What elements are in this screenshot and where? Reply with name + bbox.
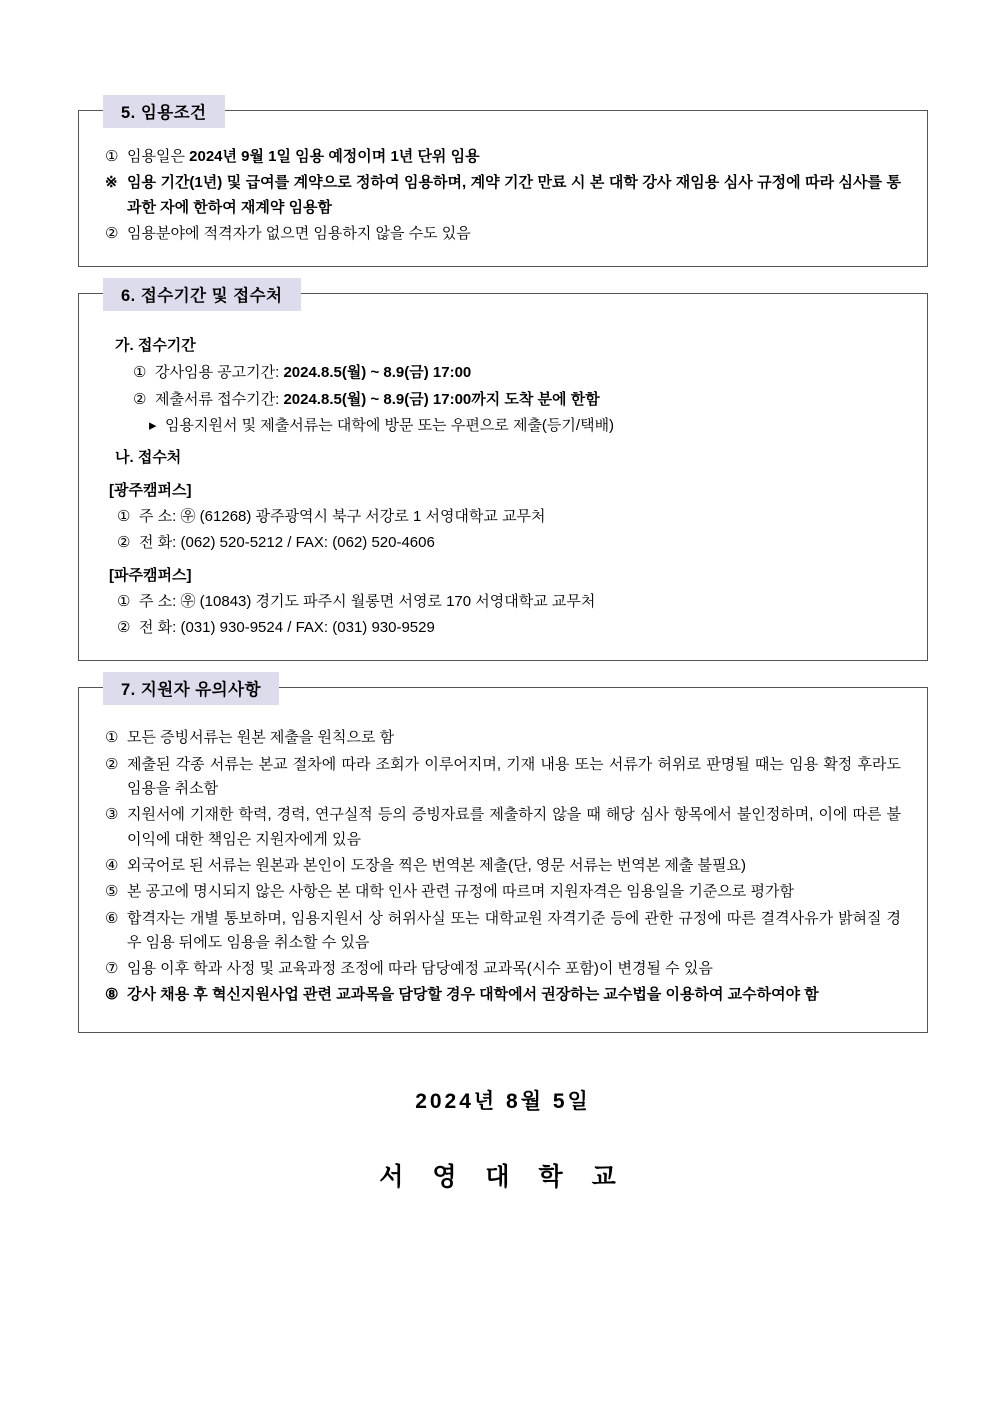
list-item-text: 모든 증빙서류는 원본 제출을 원칙으로 함 xyxy=(127,729,395,747)
list-item-text: 제출된 각종 서류는 본교 절차에 따라 조회가 이루어지며, 기재 내용 또는 서류가 허위로 판명될 때는 임용 확정 후라도 임용을 취소함 xyxy=(127,755,901,798)
list-item xyxy=(105,803,901,852)
list-item xyxy=(105,957,901,981)
campus-name-paju: [파주캠퍼스] xyxy=(109,566,192,584)
list-item xyxy=(105,531,901,555)
list-item-text: 임용 이후 학과 사정 및 교육과정 조정에 따라 담당예정 교과목(시수 포함)이 변경될 수 있음 xyxy=(127,960,713,978)
item-plain-text: 강사임용 공고기간: xyxy=(155,364,284,382)
document-footer xyxy=(78,1085,928,1193)
row-value: (031) 930-9524 / FAX: (031) 930-9529 xyxy=(180,619,435,637)
section-7-title: 7. 지원자 유의사항 xyxy=(103,672,279,705)
list-marker: ① xyxy=(105,729,119,747)
list-marker: ② xyxy=(117,619,131,637)
section-6-title: 6. 접수기간 및 접수처 xyxy=(103,278,301,311)
list-item-text: 지원서에 기재한 학력, 경력, 연구실적 등의 증빙자료를 제출하지 않을 때 해당 심사 항목에서 불인정하며, 이에 따른 불이익에 대한 책임은 지원자에게 있음 xyxy=(127,806,901,848)
item-plain-text: 임용일은 xyxy=(127,148,190,165)
list-marker: ① xyxy=(117,592,131,610)
list-marker: ① xyxy=(105,148,119,165)
list-item-text: 강사 채용 후 혁신지원사업 관련 교과목을 담당할 경우 대학에서 권장하는 교수법을 이용하여 교수하여야 함 xyxy=(127,986,819,1004)
list-item xyxy=(105,753,901,802)
list-item xyxy=(105,854,901,878)
list-item xyxy=(105,361,901,385)
list-item-text xyxy=(139,505,901,529)
list-marker: ② xyxy=(117,534,131,552)
list-item-text xyxy=(155,361,901,385)
list-marker: ③ xyxy=(105,806,119,824)
list-item-text: 임용분야에 적격자가 없으면 임용하지 않을 수도 있음 xyxy=(127,224,471,242)
row-label: 주 소: xyxy=(139,507,177,525)
subsection-a-heading: 가. 접수기간 xyxy=(115,337,196,355)
list-item-text: 외국어로 된 서류는 원본과 본인이 도장을 찍은 번역본 제출(단, 영문 서류는 번역본 제출 불필요) xyxy=(127,856,746,874)
list-marker: ⑧ xyxy=(105,986,119,1004)
list-item xyxy=(105,907,901,956)
note-text: 임용지원서 및 제출서류는 대학에 방문 또는 우편으로 제출(등기/택배) xyxy=(165,417,615,435)
section-applicant-notes xyxy=(78,681,928,1032)
list-marker: ⑥ xyxy=(105,909,119,927)
section-7-body xyxy=(79,688,927,1031)
item-bold-text: 2024년 9월 1일 임용 예정이며 1년 단위 임용 xyxy=(189,148,480,165)
list-item xyxy=(105,880,901,904)
list-marker: ⑤ xyxy=(105,883,119,901)
list-item xyxy=(105,590,901,614)
campus-name-gwangju: [광주캠퍼스] xyxy=(109,481,192,499)
list-item-text: 합격자는 개별 통보하며, 임용지원서 상 허위사실 또는 대학교원 자격기준 등에 관한 규정에 따른 결격사유가 밝혀질 경우 임용 뒤에도 임용을 취소할 수 있음 xyxy=(127,909,901,951)
section-5-title: 5. 임용조건 xyxy=(103,95,225,128)
list-marker: ② xyxy=(105,755,119,773)
list-item xyxy=(105,616,901,640)
arrow-marker-icon: ▸ xyxy=(149,417,157,435)
list-marker: ① xyxy=(133,364,147,382)
list-item-text xyxy=(139,531,901,555)
list-item-text xyxy=(127,145,901,169)
issue-date: 2024년 8월 5일 xyxy=(415,1089,591,1113)
list-item xyxy=(105,388,901,412)
list-item xyxy=(105,505,901,529)
row-label: 전 화: xyxy=(139,534,177,552)
item-plain-text: 제출서류 접수기간: xyxy=(155,390,284,408)
list-marker: ② xyxy=(105,224,119,242)
row-value: ㉾ (10843) 경기도 파주시 월롱면 서영로 170 서영대학교 교무처 xyxy=(180,592,596,610)
list-item xyxy=(105,145,901,169)
row-label: 전 화: xyxy=(139,619,177,637)
list-item xyxy=(105,726,901,750)
list-item xyxy=(105,983,901,1007)
section-5-body xyxy=(79,111,927,266)
list-item-text xyxy=(139,590,901,614)
list-item-text xyxy=(139,616,901,640)
section-appointment-conditions xyxy=(78,104,928,267)
list-marker: ※ xyxy=(105,174,118,192)
list-marker: ① xyxy=(117,507,131,525)
list-item-note xyxy=(105,414,901,438)
list-item-text xyxy=(155,388,901,412)
list-item-text: 임용 기간(1년) 및 급여를 계약으로 정하여 임용하며, 계약 기간 만료 시 본 대학 강사 재임용 심사 규정에 따라 심사를 통과한 자에 한하여 재계약 임용함 xyxy=(127,174,901,216)
row-value: (062) 520-5212 / FAX: (062) 520-4606 xyxy=(180,534,435,552)
item-bold-text: 2024.8.5(월) ~ 8.9(금) 17:00까지 도착 분에 한함 xyxy=(283,390,600,408)
section-6-body xyxy=(79,294,927,660)
row-label: 주 소: xyxy=(139,592,177,610)
university-name: 서 영 대 학 교 xyxy=(379,1162,627,1191)
list-marker: ② xyxy=(133,390,147,408)
list-item xyxy=(105,171,901,220)
item-bold-text: 2024.8.5(월) ~ 8.9(금) 17:00 xyxy=(283,364,472,382)
list-marker: ④ xyxy=(105,856,119,874)
list-item xyxy=(105,222,901,246)
list-marker: ⑦ xyxy=(105,960,119,978)
row-value: ㉾ (61268) 광주광역시 북구 서강로 1 서영대학교 교무처 xyxy=(180,507,546,525)
subsection-b-heading: 나. 접수처 xyxy=(115,449,182,467)
section-application-period-and-place xyxy=(78,287,928,661)
list-item-text: 본 공고에 명시되지 않은 사항은 본 대학 인사 관련 규정에 따르며 지원자격은 임용일을 기준으로 평가함 xyxy=(127,883,794,901)
